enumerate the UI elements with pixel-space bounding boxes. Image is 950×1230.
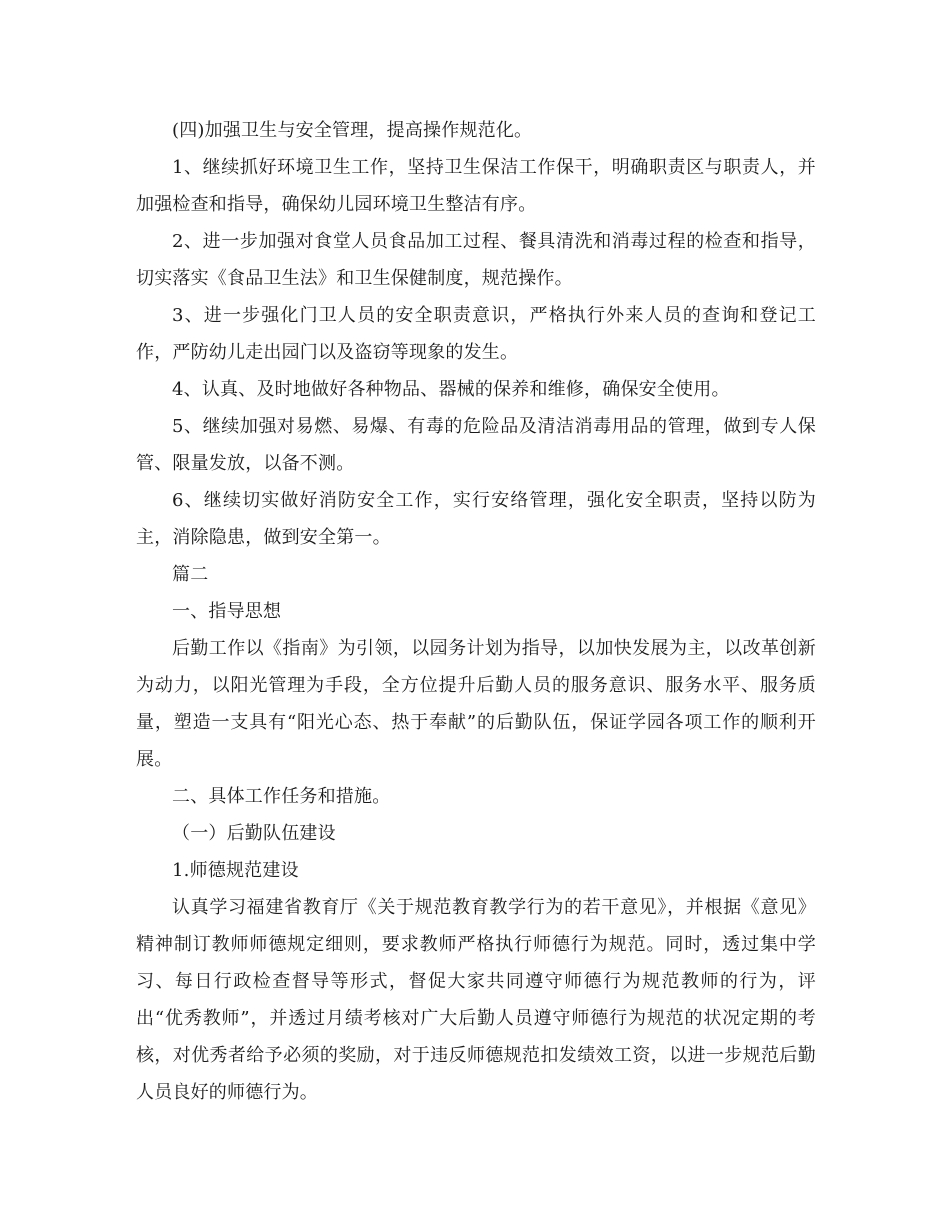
part-heading: 篇二	[172, 564, 209, 585]
list-item-2: 2、进一步加强对食堂人员食品加工过程、餐具清洗和消毒过程的检查和指导，切实落实《食品卫生法》和卫生保健制度，规范操作。	[136, 231, 816, 289]
subsection-heading-team: （一）后勤队伍建设	[172, 823, 336, 844]
list-item-6: 6、继续切实做好消防安全工作，实行安络管理，强化安全职责，坚持以防为主，消除隐患，做到安全第一。	[136, 490, 816, 548]
subsection-heading-ethics: 1.师德规范建设	[172, 860, 299, 881]
list-item-5: 5、继续加强对易燃、易爆、有毒的危险品及清洁消毒用品的管理，做到专人保管、限量发放，以备不测。	[136, 416, 816, 474]
list-item-3: 3、进一步强化门卫人员的安全职责意识，严格执行外来人员的查询和登记工作，严防幼儿走出园门以及盗窃等现象的发生。	[136, 305, 816, 363]
body-paragraph-ethics: 认真学习福建省教育厅《关于规范教育教学行为的若干意见》，并根据《意见》精神制订教师师德规定细则，要求教师严格执行师德行为规范。同时，透过集中学习、每日行政检查督导等形式，督促大家共同遵守师德行为规范教师的行为，评出“优秀教师”，并透过月绩考核对广大后勤人员遵守师德行为规范的状况定期的考核，对优秀者给予必须的奖励，对于违反师德规范扣发绩效工资，以进一步规范后勤人员良好的师德行为。	[136, 897, 816, 1103]
section-heading-hygiene-safety: (四)加强卫生与安全管理，提高操作规范化。	[172, 120, 533, 141]
section-heading-guiding-idea: 一、指导思想	[172, 601, 282, 622]
list-item-4: 4、认真、及时地做好各种物品、器械的保养和维修，确保安全使用。	[172, 379, 730, 400]
document-page	[136, 112, 816, 1111]
list-item-1: 1、继续抓好环境卫生工作，坚持卫生保洁工作保干，明确职责区与职责人，并加强检查和指导，确保幼儿园环境卫生整洁有序。	[136, 157, 816, 215]
section-heading-tasks: 二、具体工作任务和措施。	[172, 786, 391, 807]
body-paragraph-guiding-idea: 后勤工作以《指南》为引领，以园务计划为指导，以加快发展为主，以改革创新为动力，以阳光管理为手段，全方位提升后勤人员的服务意识、服务水平、服务质量，塑造一支具有“阳光心态、热于奉献”的后勤队伍，保证学园各项工作的顺利开展。	[136, 638, 816, 770]
